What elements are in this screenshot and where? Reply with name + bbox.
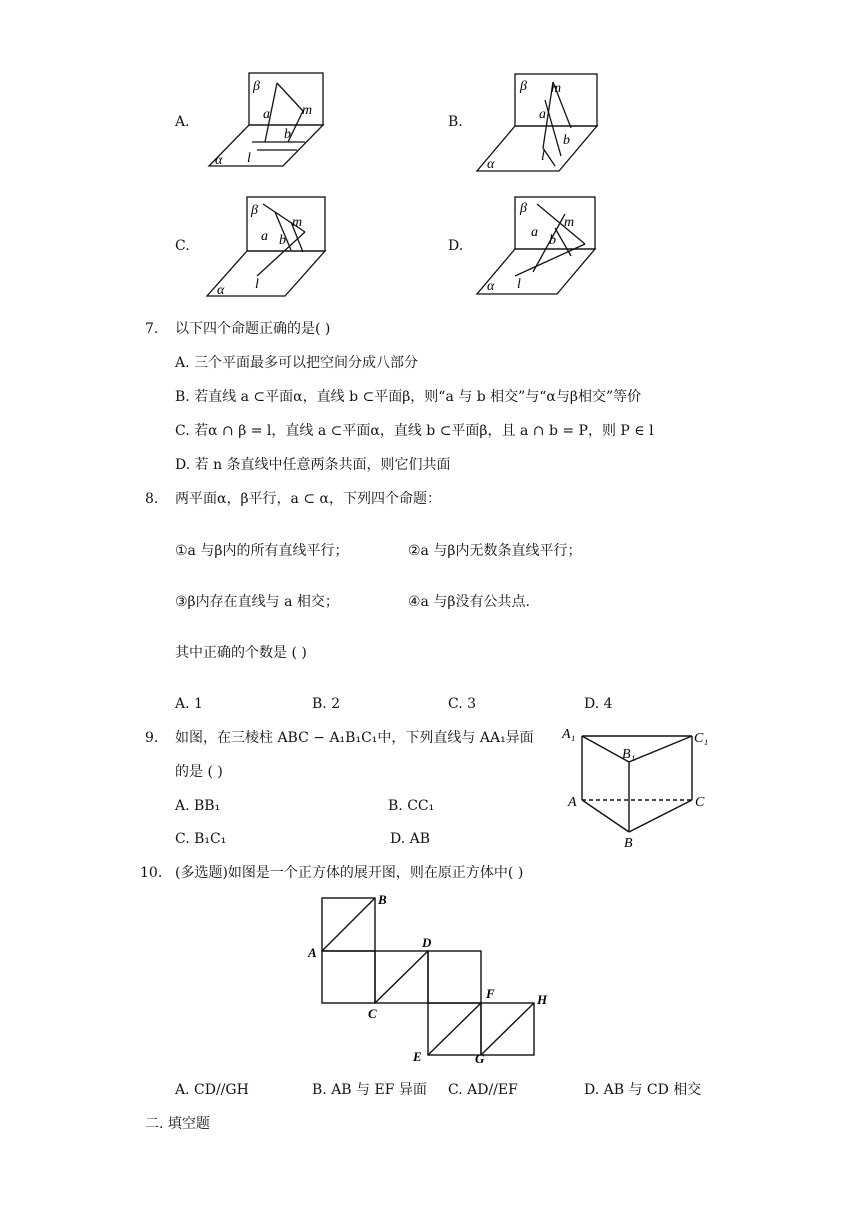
vertex-e-label: E <box>413 1049 422 1063</box>
option-d-label: D. <box>448 238 464 254</box>
question-stem: 两平面α，β平行，a ⊂ α，下列四个命题： <box>175 491 441 507</box>
option-text: C. 3 <box>448 696 477 712</box>
vertex-a-label: A <box>308 945 317 960</box>
b-label: b <box>563 133 570 148</box>
proposition: ④a 与β没有公共点. <box>408 594 530 610</box>
option-text: C. AD//EF <box>448 1082 518 1098</box>
beta-label: β <box>520 79 527 94</box>
option-text: A. 三个平面最多可以把空间分成八部分 <box>175 355 419 371</box>
vertex-a1-label: A₁ <box>562 727 576 742</box>
m-label: m <box>302 103 313 118</box>
option-text: B. 2 <box>312 696 341 712</box>
figure-option-a <box>205 70 335 170</box>
vertex-h-label: H <box>537 992 548 1007</box>
beta-label: β <box>251 203 258 218</box>
vertex-c-label: C <box>695 795 705 810</box>
question-stem: 如图，在三棱柱 ABC − A₁B₁C₁中，下列直线与 AA₁异面 <box>175 730 534 746</box>
option-text: D. 若 n 条直线中任意两条共面，则它们共面 <box>175 457 451 473</box>
option-c-label: C. <box>175 238 190 254</box>
question-number: 9. <box>145 730 159 746</box>
a-label: a <box>539 107 546 122</box>
proposition: ①a 与β内的所有直线平行； <box>175 543 349 559</box>
option-a-label: A. <box>175 114 190 130</box>
figure-option-b <box>475 70 610 175</box>
cube-net-figure <box>300 888 560 1063</box>
beta-label: β <box>253 79 260 94</box>
vertex-b1-label: B₁ <box>622 747 636 762</box>
a-label: a <box>261 229 268 244</box>
vertex-b-label: B <box>624 836 633 851</box>
m-label: m <box>292 215 303 230</box>
alpha-label: α <box>487 279 495 294</box>
option-text: B. CC₁ <box>388 798 435 814</box>
l-label: l <box>517 277 521 292</box>
beta-label: β <box>520 201 527 216</box>
proposition: ③β内存在直线与 a 相交； <box>175 594 339 610</box>
question-stem: 的是 ( ) <box>175 764 223 780</box>
option-text: C. B₁C₁ <box>175 831 227 847</box>
question-stem: 以下四个命题正确的是( ) <box>175 321 331 337</box>
l-label: l <box>541 149 545 164</box>
m-label: m <box>551 81 562 96</box>
vertex-a-label: A <box>568 795 577 810</box>
option-text: A. CD//GH <box>175 1082 249 1098</box>
option-text: D. 4 <box>584 696 613 712</box>
vertex-g-label: G <box>475 1051 485 1063</box>
option-text: D. AB <box>390 831 431 847</box>
option-text: C. 若α ∩ β = l，直线 a ⊂平面α，直线 b ⊂平面β，且 a ∩ b = P，则 P ∈ l <box>175 423 654 439</box>
prism-figure <box>556 722 726 852</box>
option-text: A. 1 <box>175 696 203 712</box>
vertex-b-label: B <box>378 892 387 907</box>
question-number: 8. <box>145 491 159 507</box>
question-stem: (多选题)如图是一个正方体的展开图，则在原正方体中( ) <box>175 865 524 881</box>
b-label: b <box>279 233 286 248</box>
b-label: b <box>284 127 291 142</box>
alpha-label: α <box>217 283 225 298</box>
vertex-f-label: F <box>486 986 495 1001</box>
vertex-c1-label: C₁ <box>694 731 709 746</box>
m-label: m <box>564 215 575 230</box>
option-text: D. AB 与 CD 相交 <box>584 1082 702 1098</box>
option-text: B. AB 与 EF 异面 <box>312 1082 427 1098</box>
b-label: b <box>549 233 556 248</box>
figure-option-c <box>205 192 335 300</box>
section-heading: 二. 填空题 <box>145 1116 210 1132</box>
option-text: B. 若直线 a ⊂平面α，直线 b ⊂平面β，则“a 与 b 相交”与“α与β相交”等价 <box>175 389 642 405</box>
a-label: a <box>531 225 538 240</box>
figure-option-d <box>475 192 610 300</box>
option-b-label: B. <box>448 114 463 130</box>
a-label: a <box>263 107 270 122</box>
alpha-label: α <box>215 153 223 168</box>
vertex-c-label: C <box>368 1006 377 1021</box>
vertex-d-label: D <box>422 935 432 950</box>
question-ask: 其中正确的个数是 ( ) <box>175 645 307 661</box>
option-text: A. BB₁ <box>175 798 221 814</box>
question-number: 7. <box>145 321 159 337</box>
proposition: ②a 与β内无数条直线平行； <box>408 543 582 559</box>
question-number: 10. <box>140 865 163 881</box>
l-label: l <box>255 277 259 292</box>
l-label: l <box>247 151 251 166</box>
alpha-label: α <box>487 157 495 172</box>
